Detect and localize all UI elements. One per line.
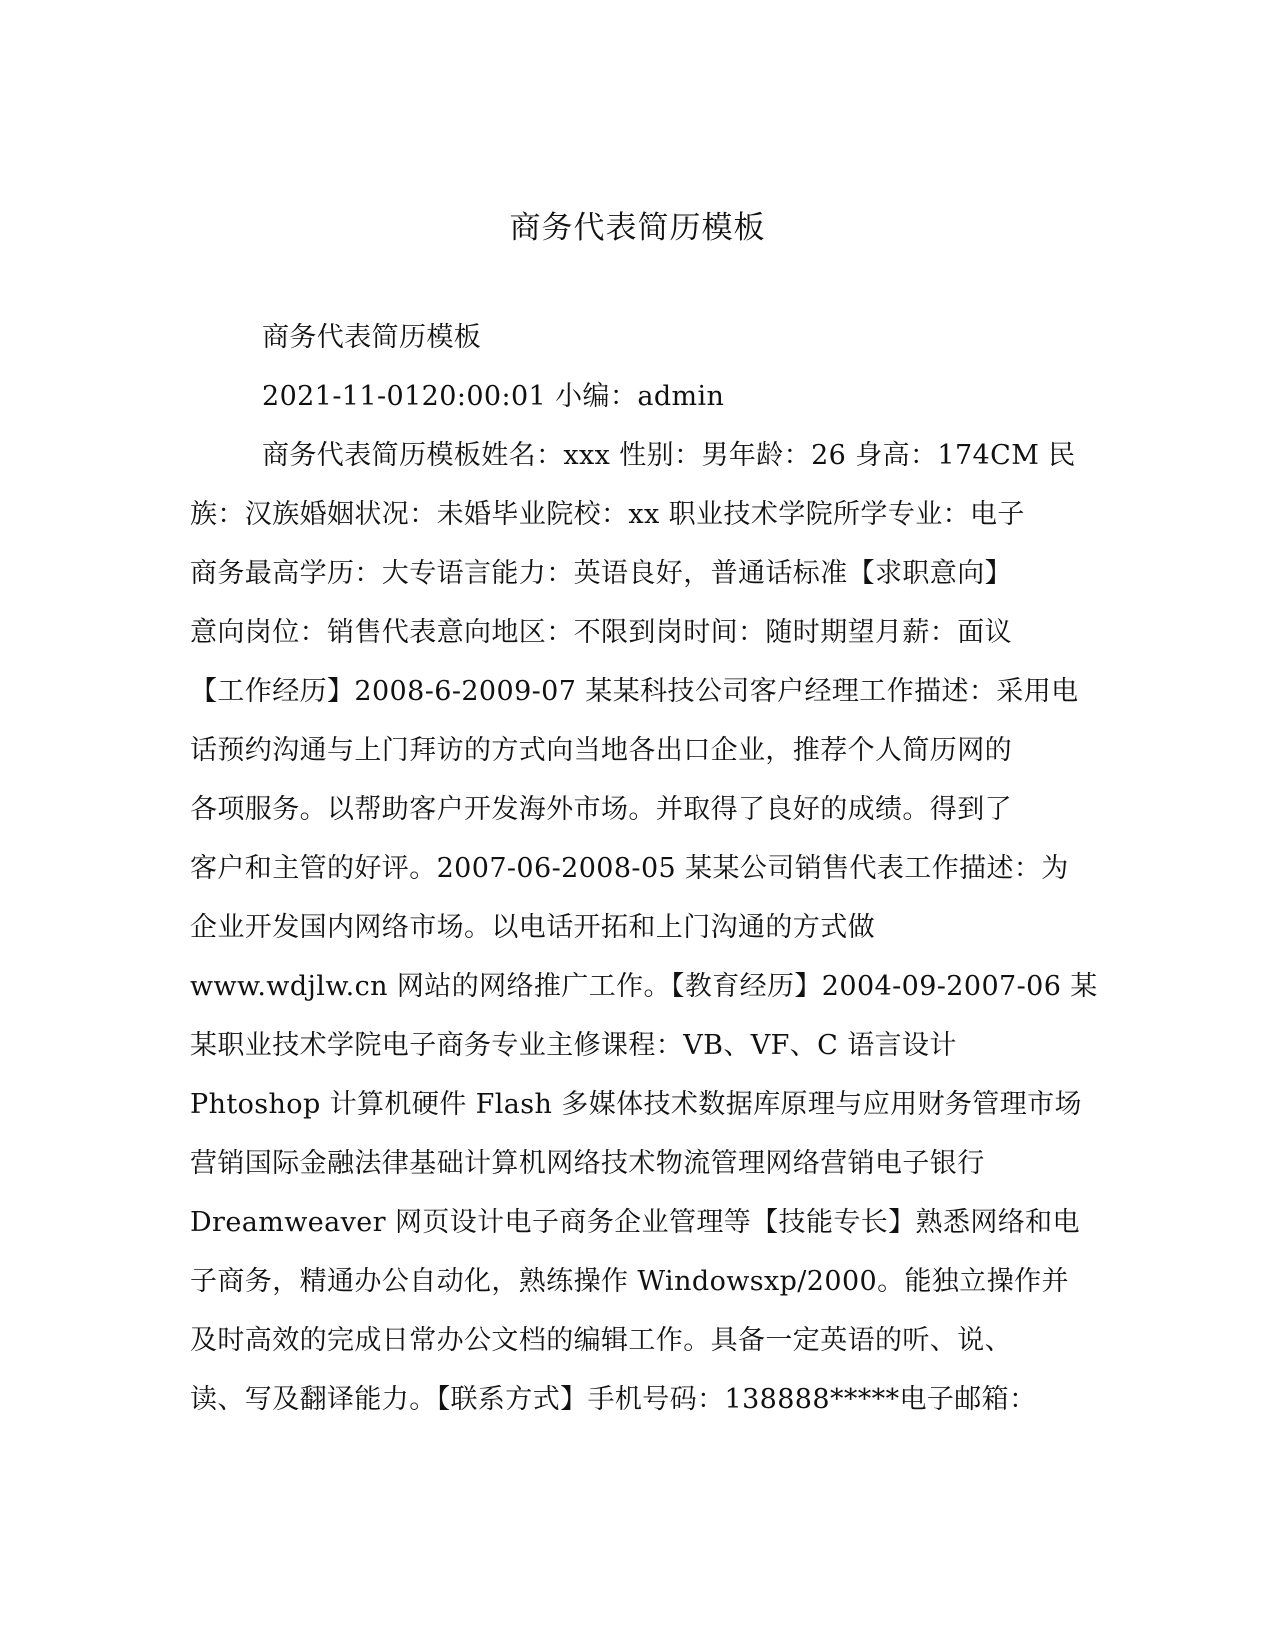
body-line: 各项服务。以帮助客户开发海外市场。并取得了良好的成绩。得到了 <box>190 794 1012 825</box>
body-line: 商务最高学历：大专语言能力：英语良好，普通话标准【求职意向】 <box>190 558 1012 589</box>
body-line: 客户和主管的好评。2007-06-2008-05 某某公司销售代表工作描述：为 <box>190 853 1069 884</box>
body-line: Phtoshop 计算机硬件 Flash 多媒体技术数据库原理与应用财务管理市场 <box>190 1089 1082 1120</box>
body-line: 【工作经历】2008-6-2009-07 某某科技公司客户经理工作描述：采用电 <box>190 676 1079 707</box>
body-line: 商务代表简历模板姓名：xxx 性别：男年龄：26 身高：174CM 民 <box>262 440 1076 471</box>
body-line: 族：汉族婚姻状况：未婚毕业院校：xx 职业技术学院所学专业：电子 <box>190 499 1025 530</box>
body-line: Dreamweaver 网页设计电子商务企业管理等【技能专长】熟悉网络和电 <box>190 1207 1080 1238</box>
document-subtitle: 商务代表简历模板 <box>262 322 482 353</box>
body-line: 读、写及翻译能力。【联系方式】手机号码：138888*****电子邮箱： <box>190 1384 1037 1415</box>
body-line: 企业开发国内网络市场。以电话开拓和上门沟通的方式做 <box>190 912 875 943</box>
publish-meta: 2021-11-0120:00:01 小编：admin <box>262 381 725 412</box>
body-line: 话预约沟通与上门拜访的方式向当地各出口企业，推荐个人简历网的 <box>190 735 1012 766</box>
body-line: 某职业技术学院电子商务专业主修课程：VB、VF、C 语言设计 <box>190 1030 957 1061</box>
body-line: 营销国际金融法律基础计算机网络技术物流管理网络营销电子银行 <box>190 1148 985 1179</box>
body-line: 及时高效的完成日常办公文档的编辑工作。具备一定英语的听、说、 <box>190 1325 1012 1356</box>
body-line: www.wdjlw.cn 网站的网络推广工作。【教育经历】2004-09-2007-06 某 <box>190 971 1098 1002</box>
page-title: 商务代表简历模板 <box>509 210 766 246</box>
body-line: 子商务，精通办公自动化，熟练操作 Windowsxp/2000。能独立操作并 <box>190 1266 1069 1297</box>
body-line: 意向岗位：销售代表意向地区：不限到岗时间：随时期望月薪：面议 <box>190 617 1012 648</box>
